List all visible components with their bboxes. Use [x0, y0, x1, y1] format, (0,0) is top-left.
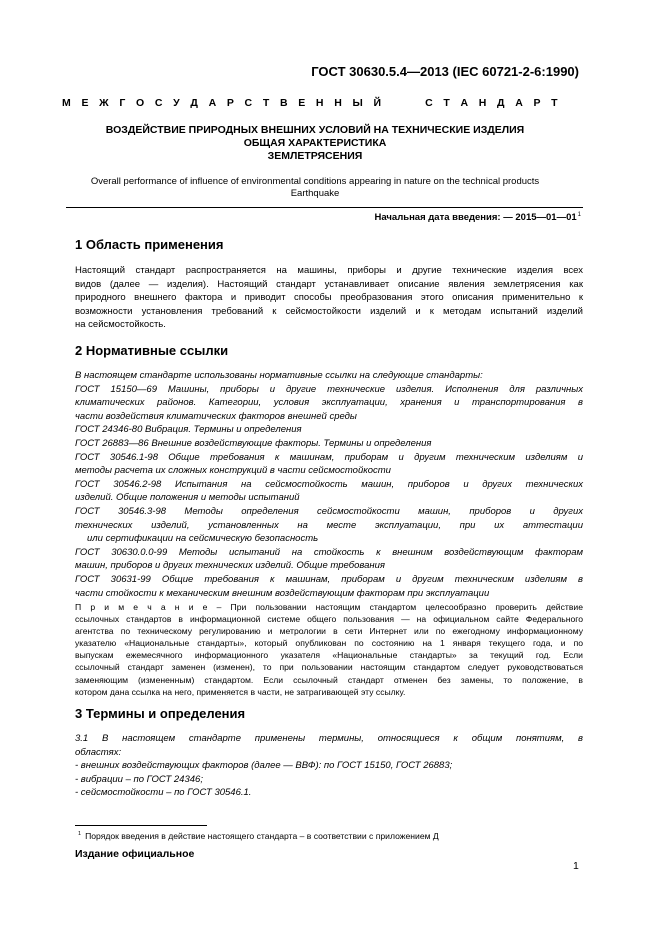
text-line: на сейсмостойкость.	[75, 319, 166, 331]
banner-letter: А	[460, 97, 469, 109]
title-line-3: ЗЕМЛЕТРЯСЕНИЯ	[267, 150, 363, 162]
section-3-heading: 3 Термины и определения	[75, 706, 246, 721]
official-edition-label: Издание официальное	[75, 848, 195, 860]
intro-date: Начальная дата введения: — $2015—01—01^1$	[374, 212, 581, 224]
banner-letter: У	[173, 97, 180, 109]
text-line: ГОСТ 30630.0.0-99 Методы испытаний на стойкость к внешним воздействующим факторам	[75, 546, 583, 558]
text-line: возможности установления требований к сейсмостойкости изделий и к методам испытаний изделий	[75, 305, 583, 317]
text-line: изделий. Общие положения и методы испытаний	[75, 492, 300, 504]
banner-letter: Г	[119, 97, 126, 109]
text-line: областях:	[75, 746, 122, 758]
banner-letter: С	[154, 97, 163, 109]
banner-letter: С	[244, 97, 253, 109]
footnote-divider	[75, 825, 207, 826]
text-line: заменяющим (измененным) стандартом. Если ссылочный стандарт отменен без замены, то положение, в	[75, 674, 583, 685]
banner-letter: С	[425, 97, 433, 109]
text-line: выпускам ежемесячного информационного указателя «Национальные стандарты» за текущий год. Если	[75, 650, 583, 661]
text-line: машин, приборов и других технических изделий. Общие требования	[75, 560, 386, 572]
text-line: - внешних воздействующих факторов (далее — ВВФ): по ГОСТ 15150, ГОСТ 26883;	[75, 760, 453, 772]
section-1-heading: 1 Область применения	[75, 237, 224, 252]
header-divider	[66, 207, 583, 208]
english-title	[75, 176, 555, 200]
english-title-line-2: Earthquake	[290, 188, 340, 199]
text-line: ГОСТ 24346-80 Вибрация. Термины и определения	[75, 424, 302, 436]
text-line: указателю «Национальные стандарты», который опубликован по состоянию на 1 января текущего года, и по	[75, 638, 583, 649]
banner-letter: Н	[478, 97, 487, 109]
section-2-references	[75, 369, 583, 600]
section-3-text	[75, 732, 583, 800]
text-line: или сертификации на сейсмическую безопасность	[87, 533, 319, 545]
text-line: ссылочный стандарт заменен (изменен), то при пользовании настоящим стандартом следует руководствоваться	[75, 662, 583, 673]
banner-letter: Е	[298, 97, 306, 109]
banner-letter: Т	[551, 97, 558, 109]
text-line: ГОСТ 15150—69 Машины, приборы и другие технические изделия. Исполнения для различных	[75, 383, 583, 395]
banner-letter: О	[136, 97, 145, 109]
banner-letter: Е	[81, 97, 89, 109]
text-line: Настоящий стандарт распространяется на машины, приборы и другие технические изделия всех	[75, 265, 583, 276]
banner-letter: Р	[226, 97, 234, 109]
document-code: ГОСТ 30630.5.4—2013 (IEC 60721-2-6:1990)	[311, 64, 579, 79]
text-line: котором дана ссылка на него, применяется в части, не затрагивающей эту ссылку.	[75, 686, 406, 697]
banner-letter: В	[279, 97, 288, 109]
banner-letter	[408, 97, 414, 109]
text-line: ГОСТ 30546.1-98 Общие требования к машинам, приборам и другим техническим изделиям и	[75, 451, 583, 463]
title-line-2: ОБЩАЯ ХАРАКТЕРИСТИКА	[243, 137, 387, 149]
banner-letter: Т	[262, 97, 270, 109]
text-line: - вибрации – по ГОСТ 24346;	[75, 773, 203, 785]
banner-letter: Т	[443, 97, 450, 109]
text-line: части стойкости к механическим внешним воздействующим факторам при эксплуатации	[75, 587, 490, 599]
banner-letter: М	[62, 97, 71, 109]
banner-letter: Н	[315, 97, 324, 109]
interstate-standard-banner	[62, 97, 558, 109]
title-line-1: ВОЗДЕЙСТВИЕ ПРИРОДНЫХ ВНЕШНИХ УСЛОВИЙ НА ТЕХНИЧЕСКИЕ ИЗДЕЛИЯ	[105, 124, 525, 136]
note	[75, 601, 583, 698]
footnote-reference[interactable]: 1	[577, 212, 581, 218]
text-line: 3.1 В настоящем стандарте применены термины, относящиеся к общим понятиям, в	[75, 733, 583, 744]
banner-letter: Д	[497, 97, 505, 109]
text-line: ГОСТ 30546.2-98 Испытания на сейсмостойкость машин, приборов и других технических	[75, 478, 583, 490]
english-title-line-1: Overall performance of influence of environmental conditions appearing in nature on the technical products	[90, 176, 540, 187]
footnote: $^1$ Порядок введения в действие настоящего стандарта – в соответствии с приложением Д	[78, 831, 439, 841]
text-line: методы расчета их сложных конструкций в части сейсмостойкости	[75, 465, 391, 477]
text-line: ссылочных стандартов в информационной системе общего пользования — на официальном сайте Федерального	[75, 614, 583, 625]
banner-letter	[392, 97, 398, 109]
text-line: климатических районов. Категории, условия эксплуатации, хранения и транспортирования в	[75, 397, 583, 409]
text-line: части воздействия климатических факторов внешней среды	[75, 410, 357, 422]
text-line: ГОСТ 30546.3-98 Методы определения сейсмостойкости машин, приборов и других	[75, 505, 583, 517]
text-line: природного внешнего фактора и приводит способы преобразования этого описания применительно к	[75, 292, 583, 304]
text-line: - сейсмостойкости – по ГОСТ 30546.1.	[75, 787, 252, 799]
section-1-text	[75, 264, 583, 332]
banner-letter: Н	[334, 97, 342, 109]
banner-letter: Ы	[352, 97, 363, 109]
section-2-heading: 2 Нормативные ссылки	[75, 343, 229, 358]
text-line: ГОСТ 30631-99 Общие требования к машинам, приборам и другим техническим изделиям в	[75, 573, 583, 585]
text-line: ГОСТ 26883—86 Внешние воздействующие факторы. Термины и определения	[75, 437, 432, 449]
banner-letter: Р	[533, 97, 541, 109]
banner-letter: А	[515, 97, 523, 109]
banner-letter: Ж	[99, 97, 109, 109]
page-number: 1	[573, 860, 579, 872]
text-line: агентства по техническому регулированию и метрологии в сети Интернет или по ежегодному информационному	[75, 626, 583, 637]
banner-letter: Й	[373, 97, 381, 109]
text-line: В настоящем стандарте использованы нормативные ссылки на следующие стандарты:	[75, 370, 483, 381]
banner-letter: А	[208, 97, 217, 109]
text-line: видов (далее — изделия). Настоящий стандарт устанавливает описание явления землетрясения как	[75, 278, 583, 290]
text-line: технических изделий, установленных на месте эксплуатации, при их аттестации	[75, 519, 583, 531]
text-line: П р и м е ч а н и е – При пользовании настоящим стандартом целесообразно проверить действие	[75, 602, 583, 612]
banner-letter: Д	[190, 97, 198, 109]
